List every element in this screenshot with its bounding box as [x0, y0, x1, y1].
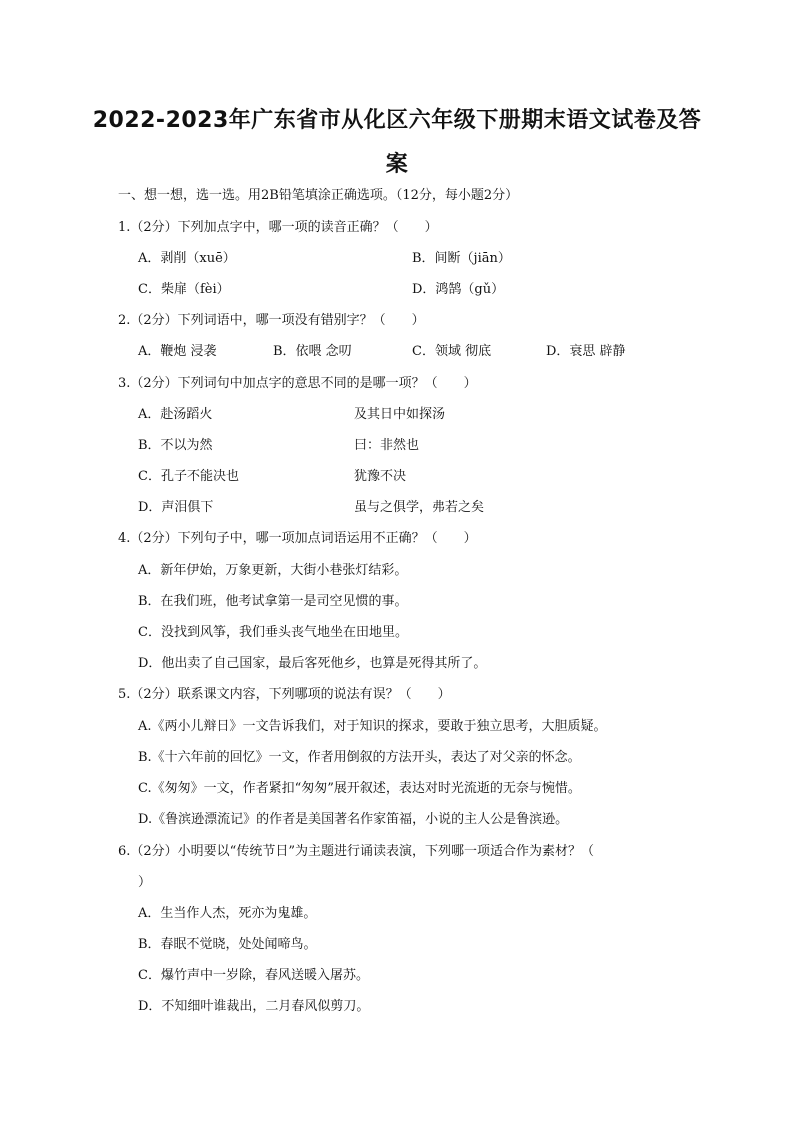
option: D．他出卖了自己国家，最后客死他乡，也算是死得其所了。 — [138, 656, 487, 671]
option: D．声泪俱下 — [138, 500, 214, 515]
option: B．依喂 念叨 — [273, 344, 352, 359]
option: C.《匆匆》一文，作者紧扣“匆匆”展开叙述，表达对时光流逝的无奈与惋惜。 — [138, 781, 581, 796]
option: C．爆竹声中一岁除，春风送暖入屠苏。 — [138, 968, 369, 983]
option: D．不知细叶谁裁出，二月春风似剪刀。 — [138, 999, 370, 1014]
option: A．赴汤蹈火 — [138, 407, 213, 422]
document-title-line2: 案 — [385, 152, 409, 177]
option: A．鞭炮 浸袭 — [138, 344, 217, 359]
option-quote: 及其日中如探汤 — [354, 407, 446, 422]
question-stem: 6.（2分）小明要以“传统节日”为主题进行诵读表演，下列哪一项适合作为素材？（ — [118, 844, 594, 859]
question-stem: 5.（2分）联系课文内容，下列哪项的说法有误？（ ） — [118, 687, 451, 702]
option-quote: 犹豫不决 — [354, 469, 407, 484]
option: B.《十六年前的回忆》一文，作者用倒叙的方法开头，表达了对父亲的怀念。 — [138, 750, 581, 765]
option: C．孔子不能决也 — [138, 469, 239, 484]
option: B．春眠不觉晓，处处闻啼鸟。 — [138, 937, 317, 952]
option: A．新年伊始，万象更新，大街小巷张灯结彩。 — [138, 563, 408, 578]
option: B．间断（jiān） — [412, 251, 511, 266]
option: A．剥削（xuē） — [138, 251, 236, 266]
option: A．生当作人杰，死亦为鬼雄。 — [138, 906, 317, 921]
question-stem: 3.（2分）下列词句中加点字的意思不同的是哪一项？（ ） — [118, 376, 477, 391]
option: B．在我们班，他考试拿第一是司空见惯的事。 — [138, 594, 408, 609]
question-stem: 4.（2分）下列句子中，哪一项加点词语运用不正确？（ ） — [118, 531, 477, 546]
option: C．没找到风筝，我们垂头丧气地坐在田地里。 — [138, 625, 408, 640]
option: A.《两小儿辩日》一文告诉我们，对于知识的探求，要敢于独立思考，大胆质疑。 — [138, 719, 607, 734]
question-stem: 1.（2分）下列加点字中，哪一项的读音正确？（ ） — [118, 220, 438, 235]
section-heading: 一、想一想，选一选。用2B铅笔填涂正确选项。（12分，每小题2分） — [118, 188, 519, 203]
option: C．领域 彻底 — [412, 344, 492, 359]
option: D.《鲁滨逊漂流记》的作者是美国著名作家笛福，小说的主人公是鲁滨逊。 — [138, 812, 569, 827]
option-quote: 曰：非然也 — [354, 438, 420, 453]
option: D．衰思 辟静 — [546, 344, 626, 359]
question-stem: 2.（2分）下列词语中，哪一项没有错别字？（ ） — [118, 313, 425, 328]
question-stem-continued: ） — [138, 875, 152, 890]
option: C．柴扉（fèi） — [138, 282, 230, 297]
option-quote: 虽与之俱学，弗若之矣 — [354, 500, 485, 515]
document-title-line1: 2022-2023年广东省市从化区六年级下册期末语文试卷及答 — [92, 108, 702, 133]
option: D．鸿鹄（gǔ） — [412, 282, 505, 297]
option: B．不以为然 — [138, 438, 213, 453]
